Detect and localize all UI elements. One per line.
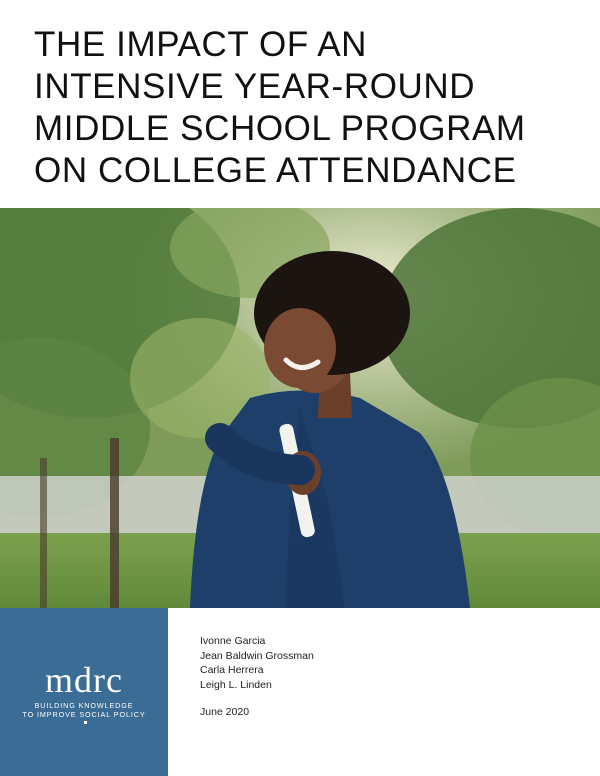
logo-tagline-line-1: BUILDING KNOWLEDGE (34, 701, 134, 710)
author-name: Ivonne Garcia (200, 635, 266, 647)
cover-photo (0, 208, 600, 608)
title-line-4: ON COLLEGE ATTENDANCE (34, 151, 517, 190)
title-line-2: INTENSIVE YEAR-ROUND (34, 67, 476, 106)
logo-tagline-line-2: TO IMPROVE SOCIAL POLICY (22, 710, 146, 719)
publication-date: June 2020 (200, 706, 250, 718)
author-name: Carla Herrera (200, 664, 264, 676)
author-name: Jean Baldwin Grossman (200, 649, 314, 662)
title-line-3: MIDDLE SCHOOL PROGRAM (34, 109, 526, 148)
title-line-1: THE IMPACT OF AN (34, 25, 368, 64)
report-title (34, 24, 574, 192)
graduate-photo-illustration (0, 208, 600, 608)
author-list (200, 634, 314, 692)
mdrc-wordmark: mdrc (45, 660, 123, 700)
logo-dot (84, 721, 87, 724)
author-name: Leigh L. Linden (200, 678, 272, 691)
mdrc-logo-panel (0, 608, 168, 776)
